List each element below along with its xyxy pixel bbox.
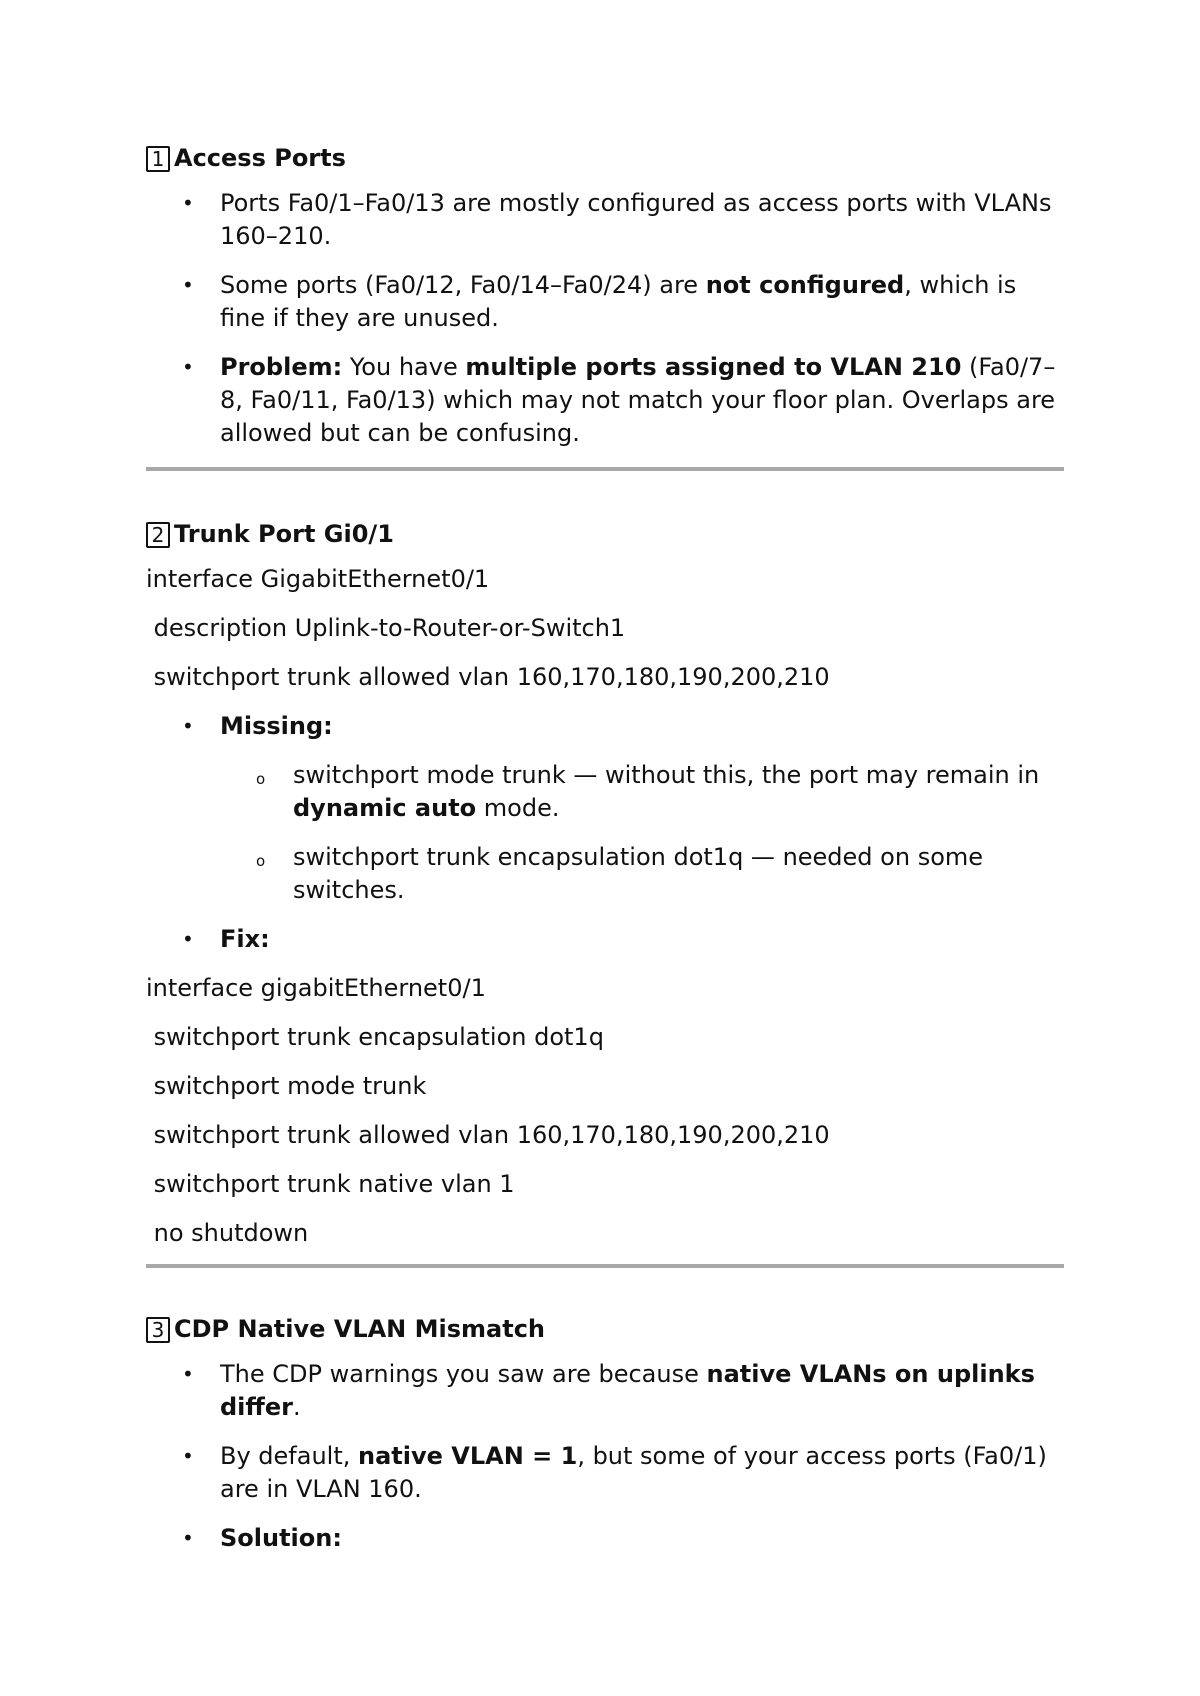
list-item bbox=[146, 923, 1066, 956]
list-item bbox=[146, 1358, 1066, 1424]
code-line: switchport trunk native vlan 1 bbox=[146, 1170, 515, 1198]
list-item bbox=[146, 841, 1066, 907]
bold-text: Solution: bbox=[220, 1524, 342, 1552]
list-item bbox=[146, 1440, 1066, 1506]
sub-text: switchport trunk encapsulation dot1q — needed on some switches. bbox=[293, 843, 984, 904]
bullet-text: By default, bbox=[220, 1442, 358, 1470]
sub-list bbox=[146, 759, 1066, 907]
bullet-text: You have bbox=[342, 353, 466, 381]
section-title: Access Ports bbox=[174, 144, 346, 172]
bold-text: not configured bbox=[705, 271, 905, 299]
sub-text: mode. bbox=[476, 794, 560, 822]
number-one-icon: 1 bbox=[146, 146, 170, 172]
number-three-icon: 3 bbox=[146, 1317, 170, 1343]
section-heading-trunk-port bbox=[146, 518, 1066, 551]
list-item bbox=[146, 1522, 1066, 1555]
bold-text: multiple ports assigned to VLAN 210 bbox=[465, 353, 962, 381]
horizontal-divider bbox=[146, 467, 1064, 471]
bullet-text: The CDP warnings you saw are because bbox=[220, 1360, 707, 1388]
code-line: switchport trunk allowed vlan 160,170,180,190,200,210 bbox=[146, 663, 830, 691]
list-item bbox=[146, 187, 1066, 253]
code-line: switchport trunk allowed vlan 160,170,180,190,200,210 bbox=[146, 1121, 830, 1149]
code-line: description Uplink-to-Router-or-Switch1 bbox=[146, 614, 626, 642]
bullet-list bbox=[146, 923, 1066, 956]
bold-text: dynamic auto bbox=[293, 794, 477, 822]
bold-text: native VLAN = 1 bbox=[358, 1442, 578, 1470]
code-line: interface gigabitEthernet0/1 bbox=[146, 974, 486, 1002]
bullet-text: , but some of your access ports (Fa0/1) are in VLAN 160. bbox=[220, 1442, 1047, 1503]
code-block bbox=[146, 972, 1066, 1250]
list-item bbox=[146, 269, 1066, 335]
code-line: no shutdown bbox=[146, 1219, 309, 1247]
bullet-list bbox=[146, 187, 1066, 450]
section-title: CDP Native VLAN Mismatch bbox=[174, 1315, 546, 1343]
code-block bbox=[146, 563, 1066, 694]
list-item bbox=[146, 351, 1066, 450]
code-line: interface GigabitEthernet0/1 bbox=[146, 565, 490, 593]
section-title: Trunk Port Gi0/1 bbox=[174, 520, 394, 548]
bullet-list bbox=[146, 1358, 1066, 1555]
bullet-text: . bbox=[292, 1393, 301, 1421]
bullet-text: , which is fine if they are unused. bbox=[220, 271, 1017, 332]
bullet-text: Ports Fa0/1–Fa0/13 are mostly configured as access ports with VLANs 160–210. bbox=[220, 189, 1052, 250]
section-heading-access-ports bbox=[146, 142, 1066, 175]
bullet-text: (Fa0/7–8, Fa0/11, Fa0/13) which may not match your floor plan. Overlaps are allowed but can be confusing. bbox=[220, 353, 1056, 447]
sub-text: switchport mode trunk — without this, the port may remain in bbox=[293, 761, 1040, 789]
bold-text: native VLANs on uplinks differ bbox=[220, 1360, 1035, 1421]
list-item bbox=[146, 759, 1066, 825]
list-item bbox=[146, 710, 1066, 743]
horizontal-divider bbox=[146, 1264, 1064, 1268]
bullet-list bbox=[146, 710, 1066, 743]
number-two-icon: 2 bbox=[146, 522, 170, 548]
document-page bbox=[146, 142, 1066, 1555]
bold-text: Fix: bbox=[220, 925, 270, 953]
bullet-text: Some ports (Fa0/12, Fa0/14–Fa0/24) are bbox=[220, 271, 706, 299]
code-line: switchport trunk encapsulation dot1q bbox=[146, 1023, 604, 1051]
bold-text: Problem: bbox=[220, 353, 343, 381]
code-line: switchport mode trunk bbox=[146, 1072, 427, 1100]
bold-text: Missing: bbox=[220, 712, 333, 740]
section-heading-cdp-native-vlan bbox=[146, 1313, 1066, 1346]
